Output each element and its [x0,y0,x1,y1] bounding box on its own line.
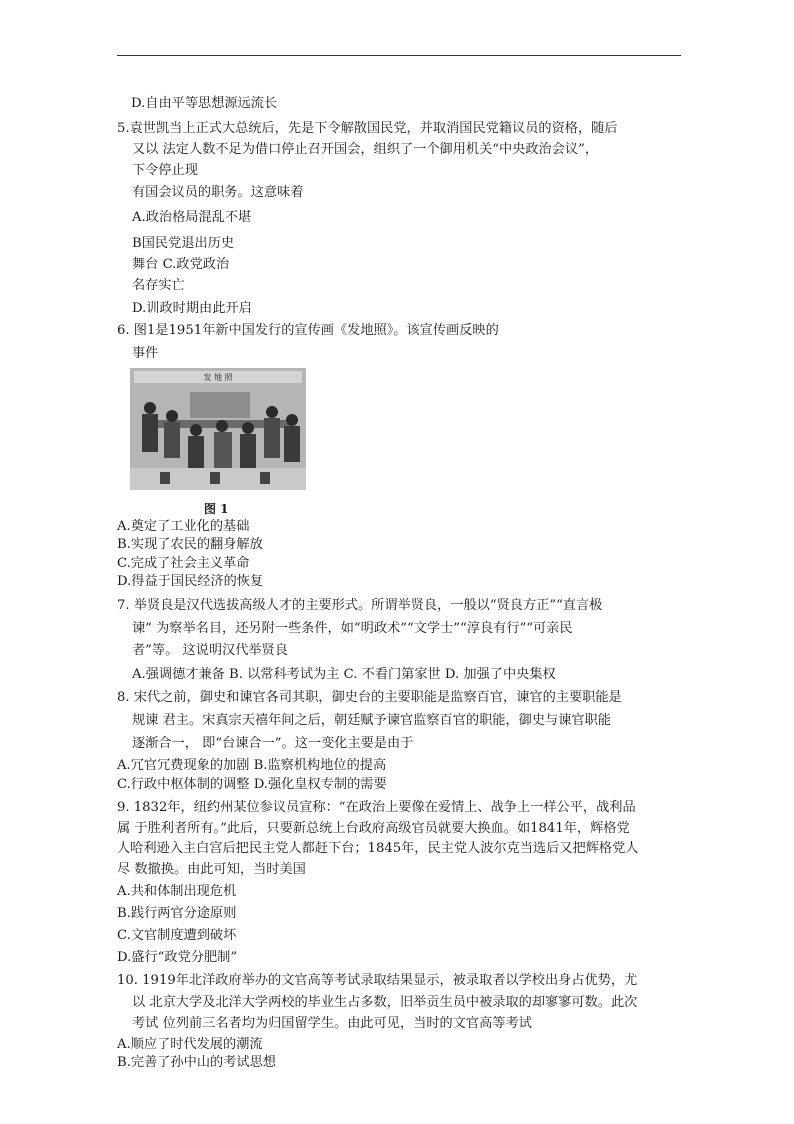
option-a: A.共和体制出现危机 [117,884,237,899]
options-row: A.强调德才兼备 B. 以常科考试为主 C. 不看门第家世 D. 加强了中央集权 [132,667,556,682]
options-row: C.行政中枢体制的调整 D.强化皇权专制的需要 [117,777,387,792]
text-line: 有国会议员的职务。这意味着 [132,185,304,200]
figure-caption: 图 1 [204,502,229,516]
option-d: D.得益于国民经济的恢复 [117,574,264,589]
header-rule [117,55,681,56]
question-7-text: 7. 举贤良是汉代选拔高级人才的主要形式。所谓举贤良，一般以“贤良方正”“直言极 [117,598,603,613]
text-line: 以 北京大学及北洋大学两校的毕业生占多数，旧举贡生员中被录取的却寥寥可数。此次 [132,995,638,1010]
question-8-text: 8. 宋代之前，御史和谏官各司其职，御史台的主要职能是监察百官，谏官的主要职能是 [117,690,622,705]
option-a: A.政治格局混乱不堪 [132,210,252,225]
options-row: A.冗官冗费现象的加剧 B.监察机构地位的提高 [117,758,387,773]
option-c: C.文官制度遭到破坏 [117,928,237,943]
text-line: 又以 法定人数不足为借口停止召开国会，组织了一个御用机关“中央政治会议”， [132,142,599,157]
option-b: B.实现了农民的翻身解放 [117,537,263,552]
text-line: 下令停止现 [132,163,198,178]
question-6-text: 6. 图1是1951年新中国发行的宣传画《发地照》。该宣传画反映的 [117,323,499,338]
text-line: 尽 数撤换。由此可知，当时美国 [117,862,306,877]
option-d: D.盛行“政党分肥制” [117,950,238,965]
poster-illustration [130,368,306,490]
option-a: A.奠定了工业化的基础 [117,519,250,534]
option-b: B.践行两官分途原则 [117,906,237,921]
text-line: 舞台 C.政党政治 [132,257,230,272]
text-line: 属 于胜利者所有。”此后，只要新总统上台政府高级官员就要大换血。如1841年，辉格党 [117,821,630,836]
text-line: 逐渐合一， 即“台谏合一”。这一变化主要是由于 [132,736,414,751]
text-line: D.自由平等思想源远流长 [131,96,278,111]
question-5-text: 5.袁世凯当上正式大总统后，先是下令解散国民党，并取消国民党籍议员的资格，随后 [117,121,618,136]
text-line: 规谏 君主。宋真宗天禧年间之后，朝廷赋予谏官监察百官的职能，御史与谏官职能 [132,713,611,728]
question-9-text: 9. 1832年，纽约州某位参议员宣称：“在政治上要像在爱情上、战争上一样公平，战利品 [117,800,636,815]
text-line: 考试 位列前三名者均为归国留学生。由此可见，当时的文官高等考试 [132,1016,532,1031]
option-c: C.完成了社会主义革命 [117,556,250,571]
poster-banner-text: 发 地 照 [203,373,233,382]
question-10-text: 10. 1919年北洋政府举办的文官高等考试录取结果显示，被录取者以学校出身占优势，尤 [117,973,638,988]
text-line: 者”等。 这说明汉代举贤良 [132,643,288,658]
option-d: D.训政时期由此开启 [132,301,252,316]
text-line: 名存实亡 [132,278,185,293]
option-b: B.完善了孙中山的考试思想 [117,1055,276,1070]
text-line: 事件 [132,346,159,361]
text-line: 人哈利逊入主白宫后把民主党人都赶下台；1845年，民主党人波尔克当选后又把辉格党人 [117,841,639,856]
option-b: B国民党退出历史 [132,236,235,251]
propaganda-poster-image [130,368,306,490]
option-a: A.顺应了时代发展的潮流 [117,1037,263,1052]
text-line: 谏” 为察举名目，还另附一些条件，如“明政术”“文学士”“淳良有行”“可亲民 [132,621,573,636]
